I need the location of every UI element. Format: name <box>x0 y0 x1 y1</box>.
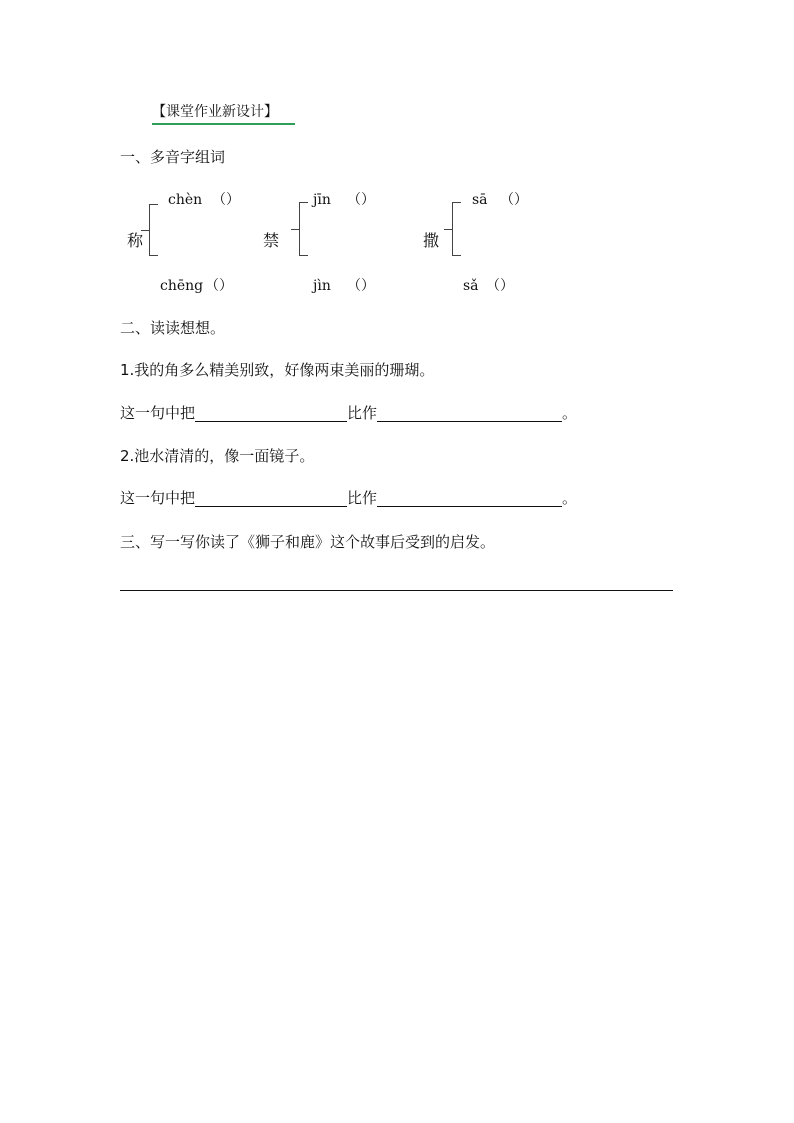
answer-writing-line[interactable] <box>120 590 673 591</box>
group1-top-pinyin: chèn <box>168 192 203 208</box>
answer-end: 。 <box>562 489 578 507</box>
group1-bottom-pinyin: chēng <box>160 278 204 294</box>
blank-subject-1[interactable] <box>195 406 347 422</box>
section-header: 【课堂作业新设计】 <box>152 104 295 125</box>
group3-char: 撒 <box>423 231 440 250</box>
answer-line-2 <box>120 489 577 507</box>
answer-middle: 比作 <box>347 489 378 507</box>
group3-brace <box>452 202 461 256</box>
group2-bottom-pinyin: jìn <box>313 278 331 294</box>
section3-title: 三、写一写你读了《狮子和鹿》这个故事后受到的启发。 <box>120 533 496 551</box>
answer-line-1 <box>120 404 577 422</box>
group3-bottom-pinyin: sǎ <box>463 278 479 294</box>
group1-char: 称 <box>127 231 144 250</box>
section1-title: 一、多音字组词 <box>120 148 226 166</box>
answer-prefix: 这一句中把 <box>120 404 196 422</box>
group2-top-pinyin: jīn <box>313 192 331 208</box>
blank-subject-2[interactable] <box>195 491 347 507</box>
group2-top-paren: （） <box>347 192 375 208</box>
blank-object-1[interactable] <box>377 406 562 422</box>
group3-top-paren: （） <box>500 192 528 208</box>
question-1: 1.我的角多么精美别致，好像两束美丽的珊瑚。 <box>120 361 435 379</box>
group2-bottom-paren: （） <box>347 278 375 294</box>
group2-char: 禁 <box>263 231 280 250</box>
answer-end: 。 <box>562 404 578 422</box>
section2-title: 二、读读想想。 <box>120 319 226 337</box>
group3-top-pinyin: sā <box>472 192 488 208</box>
group1-top-paren: （） <box>212 192 240 208</box>
answer-prefix: 这一句中把 <box>120 489 196 507</box>
group1-bottom-paren: （） <box>205 278 233 294</box>
group1-brace <box>149 204 158 256</box>
group2-brace <box>299 202 308 256</box>
question-2: 2.池水清清的，像一面镜子。 <box>120 447 315 465</box>
answer-middle: 比作 <box>347 404 378 422</box>
blank-object-2[interactable] <box>377 491 562 507</box>
group3-bottom-paren: （） <box>486 278 514 294</box>
